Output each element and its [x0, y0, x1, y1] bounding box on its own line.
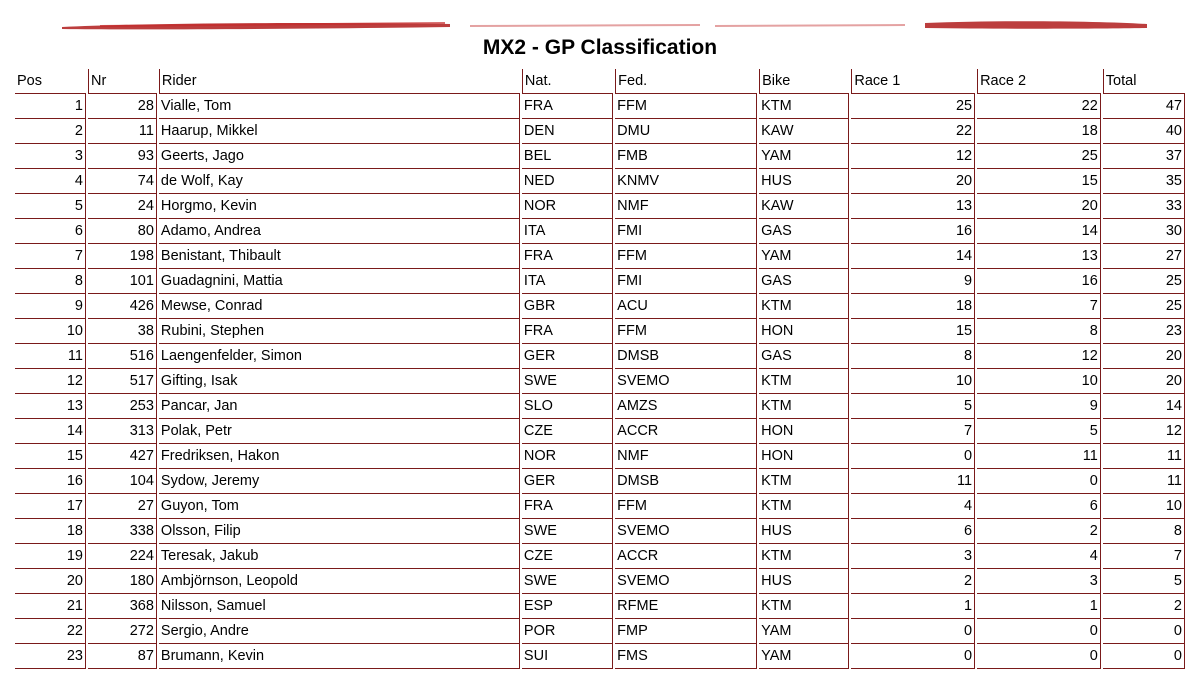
- cell-nat: GER: [522, 344, 613, 369]
- cell-nat: FRA: [522, 244, 613, 269]
- cell-race1: 0: [851, 444, 975, 469]
- table-row: [15, 594, 1185, 619]
- table-row: [15, 394, 1185, 419]
- cell-rider: Brumann, Kevin: [159, 644, 520, 669]
- cell-nr: 87: [88, 644, 157, 669]
- table-row: [15, 169, 1185, 194]
- cell-pos: 14: [15, 419, 86, 444]
- cell-total: 20: [1103, 369, 1185, 394]
- cell-race2: 22: [977, 94, 1101, 119]
- cell-race2: 25: [977, 144, 1101, 169]
- cell-race2: 6: [977, 494, 1101, 519]
- classification-table: [13, 69, 1187, 669]
- page-title: MX2 - GP Classification: [482, 36, 718, 59]
- cell-bike: HON: [759, 444, 849, 469]
- cell-total: 20: [1103, 344, 1185, 369]
- cell-nat: SUI: [522, 644, 613, 669]
- cell-bike: HON: [759, 419, 849, 444]
- table-row: [15, 244, 1185, 269]
- cell-bike: GAS: [759, 344, 849, 369]
- cell-pos: 17: [15, 494, 86, 519]
- cell-nat: FRA: [522, 494, 613, 519]
- cell-fed: AMZS: [615, 394, 757, 419]
- table-row: [15, 494, 1185, 519]
- column-header-race1: Race 1: [851, 69, 975, 94]
- cell-nr: 24: [88, 194, 157, 219]
- cell-bike: KTM: [759, 494, 849, 519]
- cell-nat: SWE: [522, 369, 613, 394]
- cell-fed: DMU: [615, 119, 757, 144]
- cell-fed: NMF: [615, 444, 757, 469]
- cell-nat: ESP: [522, 594, 613, 619]
- cell-nr: 80: [88, 219, 157, 244]
- cell-rider: de Wolf, Kay: [159, 169, 520, 194]
- cell-rider: Sydow, Jeremy: [159, 469, 520, 494]
- cell-fed: SVEMO: [615, 369, 757, 394]
- cell-race2: 3: [977, 569, 1101, 594]
- cell-nat: FRA: [522, 319, 613, 344]
- cell-pos: 18: [15, 519, 86, 544]
- cell-total: 25: [1103, 294, 1185, 319]
- cell-pos: 5: [15, 194, 86, 219]
- cell-nr: 224: [88, 544, 157, 569]
- column-header-nat: Nat.: [522, 69, 613, 94]
- table-row: [15, 444, 1185, 469]
- cell-nr: 180: [88, 569, 157, 594]
- cell-fed: FMI: [615, 219, 757, 244]
- cell-pos: 21: [15, 594, 86, 619]
- cell-fed: RFME: [615, 594, 757, 619]
- cell-nat: FRA: [522, 94, 613, 119]
- cell-pos: 4: [15, 169, 86, 194]
- cell-total: 25: [1103, 269, 1185, 294]
- cell-race1: 9: [851, 269, 975, 294]
- column-header-pos: Pos: [15, 69, 86, 94]
- cell-bike: KTM: [759, 394, 849, 419]
- cell-pos: 3: [15, 144, 86, 169]
- cell-rider: Guyon, Tom: [159, 494, 520, 519]
- cell-nr: 27: [88, 494, 157, 519]
- cell-pos: 13: [15, 394, 86, 419]
- cell-bike: HON: [759, 319, 849, 344]
- cell-bike: KTM: [759, 369, 849, 394]
- cell-bike: YAM: [759, 144, 849, 169]
- cell-pos: 23: [15, 644, 86, 669]
- cell-pos: 7: [15, 244, 86, 269]
- cell-race2: 14: [977, 219, 1101, 244]
- column-header-total: Total: [1103, 69, 1185, 94]
- table-row: [15, 344, 1185, 369]
- table-row: [15, 544, 1185, 569]
- cell-race1: 0: [851, 619, 975, 644]
- cell-bike: YAM: [759, 244, 849, 269]
- cell-pos: 10: [15, 319, 86, 344]
- cell-race1: 20: [851, 169, 975, 194]
- cell-nat: GBR: [522, 294, 613, 319]
- table-row: [15, 644, 1185, 669]
- cell-nr: 104: [88, 469, 157, 494]
- cell-race2: 10: [977, 369, 1101, 394]
- cell-pos: 2: [15, 119, 86, 144]
- table-row: [15, 369, 1185, 394]
- cell-total: 10: [1103, 494, 1185, 519]
- cell-bike: KAW: [759, 194, 849, 219]
- cell-race1: 11: [851, 469, 975, 494]
- cell-total: 27: [1103, 244, 1185, 269]
- cell-nr: 74: [88, 169, 157, 194]
- cell-race2: 13: [977, 244, 1101, 269]
- column-header-race2: Race 2: [977, 69, 1101, 94]
- cell-race2: 20: [977, 194, 1101, 219]
- cell-bike: HUS: [759, 519, 849, 544]
- cell-nat: DEN: [522, 119, 613, 144]
- cell-fed: FFM: [615, 94, 757, 119]
- cell-race1: 1: [851, 594, 975, 619]
- cell-race2: 0: [977, 619, 1101, 644]
- cell-race2: 5: [977, 419, 1101, 444]
- cell-race2: 9: [977, 394, 1101, 419]
- cell-nat: ITA: [522, 269, 613, 294]
- cell-fed: SVEMO: [615, 519, 757, 544]
- column-header-bike: Bike: [759, 69, 849, 94]
- cell-race1: 10: [851, 369, 975, 394]
- cell-race1: 12: [851, 144, 975, 169]
- cell-rider: Haarup, Mikkel: [159, 119, 520, 144]
- cell-nr: 517: [88, 369, 157, 394]
- cell-nr: 28: [88, 94, 157, 119]
- cell-pos: 1: [15, 94, 86, 119]
- cell-nr: 198: [88, 244, 157, 269]
- cell-rider: Adamo, Andrea: [159, 219, 520, 244]
- table-row: [15, 144, 1185, 169]
- cell-fed: ACCR: [615, 419, 757, 444]
- cell-rider: Benistant, Thibault: [159, 244, 520, 269]
- cell-rider: Polak, Petr: [159, 419, 520, 444]
- cell-race1: 14: [851, 244, 975, 269]
- cell-nr: 368: [88, 594, 157, 619]
- cell-bike: HUS: [759, 169, 849, 194]
- cell-total: 7: [1103, 544, 1185, 569]
- table-row: [15, 469, 1185, 494]
- cell-total: 2: [1103, 594, 1185, 619]
- cell-bike: KTM: [759, 469, 849, 494]
- table-row: [15, 519, 1185, 544]
- cell-fed: FFM: [615, 244, 757, 269]
- table-header-row: [15, 69, 1185, 94]
- cell-total: 33: [1103, 194, 1185, 219]
- cell-pos: 9: [15, 294, 86, 319]
- cell-nr: 38: [88, 319, 157, 344]
- cell-race1: 8: [851, 344, 975, 369]
- cell-rider: Gifting, Isak: [159, 369, 520, 394]
- cell-race2: 4: [977, 544, 1101, 569]
- cell-bike: KTM: [759, 544, 849, 569]
- cell-rider: Fredriksen, Hakon: [159, 444, 520, 469]
- cell-race2: 7: [977, 294, 1101, 319]
- cell-race1: 2: [851, 569, 975, 594]
- cell-race1: 6: [851, 519, 975, 544]
- cell-fed: KNMV: [615, 169, 757, 194]
- cell-rider: Horgmo, Kevin: [159, 194, 520, 219]
- cell-race1: 22: [851, 119, 975, 144]
- cell-race2: 0: [977, 644, 1101, 669]
- cell-nat: SWE: [522, 519, 613, 544]
- cell-pos: 8: [15, 269, 86, 294]
- cell-total: 14: [1103, 394, 1185, 419]
- cell-race1: 3: [851, 544, 975, 569]
- cell-nat: CZE: [522, 544, 613, 569]
- column-header-rider: Rider: [159, 69, 520, 94]
- cell-total: 12: [1103, 419, 1185, 444]
- cell-bike: KTM: [759, 594, 849, 619]
- cell-pos: 11: [15, 344, 86, 369]
- cell-total: 11: [1103, 469, 1185, 494]
- cell-rider: Teresak, Jakub: [159, 544, 520, 569]
- cell-race2: 12: [977, 344, 1101, 369]
- cell-total: 5: [1103, 569, 1185, 594]
- cell-fed: SVEMO: [615, 569, 757, 594]
- cell-race2: 8: [977, 319, 1101, 344]
- cell-rider: Vialle, Tom: [159, 94, 520, 119]
- cell-bike: GAS: [759, 219, 849, 244]
- cell-fed: ACCR: [615, 544, 757, 569]
- cell-race2: 1: [977, 594, 1101, 619]
- cell-fed: FMS: [615, 644, 757, 669]
- cell-total: 11: [1103, 444, 1185, 469]
- cell-nr: 93: [88, 144, 157, 169]
- cell-race1: 15: [851, 319, 975, 344]
- cell-total: 35: [1103, 169, 1185, 194]
- cell-nat: GER: [522, 469, 613, 494]
- cell-rider: Laengenfelder, Simon: [159, 344, 520, 369]
- cell-nr: 313: [88, 419, 157, 444]
- cell-race2: 0: [977, 469, 1101, 494]
- cell-nat: NOR: [522, 444, 613, 469]
- cell-rider: Guadagnini, Mattia: [159, 269, 520, 294]
- cell-race1: 7: [851, 419, 975, 444]
- cell-nat: BEL: [522, 144, 613, 169]
- cell-rider: Olsson, Filip: [159, 519, 520, 544]
- table-row: [15, 194, 1185, 219]
- cell-total: 23: [1103, 319, 1185, 344]
- cell-race1: 0: [851, 644, 975, 669]
- column-header-nr: Nr: [88, 69, 157, 94]
- cell-nat: CZE: [522, 419, 613, 444]
- cell-pos: 19: [15, 544, 86, 569]
- cell-race2: 15: [977, 169, 1101, 194]
- cell-rider: Geerts, Jago: [159, 144, 520, 169]
- cell-fed: FFM: [615, 319, 757, 344]
- cell-nat: POR: [522, 619, 613, 644]
- table-body: [15, 94, 1185, 669]
- cell-fed: FMP: [615, 619, 757, 644]
- cell-rider: Nilsson, Samuel: [159, 594, 520, 619]
- table-row: [15, 219, 1185, 244]
- cell-race1: 16: [851, 219, 975, 244]
- cell-rider: Ambjörnson, Leopold: [159, 569, 520, 594]
- cell-bike: KTM: [759, 94, 849, 119]
- cell-bike: YAM: [759, 644, 849, 669]
- cell-fed: NMF: [615, 194, 757, 219]
- cell-race2: 2: [977, 519, 1101, 544]
- table-row: [15, 619, 1185, 644]
- cell-nat: NED: [522, 169, 613, 194]
- cell-race1: 18: [851, 294, 975, 319]
- cell-bike: YAM: [759, 619, 849, 644]
- cell-race1: 13: [851, 194, 975, 219]
- cell-total: 37: [1103, 144, 1185, 169]
- cell-rider: Sergio, Andre: [159, 619, 520, 644]
- cell-fed: FFM: [615, 494, 757, 519]
- cell-nr: 516: [88, 344, 157, 369]
- cell-bike: HUS: [759, 569, 849, 594]
- cell-fed: DMSB: [615, 344, 757, 369]
- table-row: [15, 294, 1185, 319]
- cell-nr: 338: [88, 519, 157, 544]
- cell-nr: 272: [88, 619, 157, 644]
- table-row: [15, 94, 1185, 119]
- cell-nat: ITA: [522, 219, 613, 244]
- cell-pos: 15: [15, 444, 86, 469]
- cell-fed: FMB: [615, 144, 757, 169]
- cell-rider: Mewse, Conrad: [159, 294, 520, 319]
- cell-total: 8: [1103, 519, 1185, 544]
- cell-pos: 22: [15, 619, 86, 644]
- cell-total: 47: [1103, 94, 1185, 119]
- cell-bike: KTM: [759, 294, 849, 319]
- cell-pos: 12: [15, 369, 86, 394]
- cell-nat: SLO: [522, 394, 613, 419]
- cell-nr: 426: [88, 294, 157, 319]
- cell-fed: FMI: [615, 269, 757, 294]
- table-row: [15, 569, 1185, 594]
- cell-nat: SWE: [522, 569, 613, 594]
- cell-total: 30: [1103, 219, 1185, 244]
- cell-nr: 253: [88, 394, 157, 419]
- cell-bike: GAS: [759, 269, 849, 294]
- cell-total: 40: [1103, 119, 1185, 144]
- cell-fed: DMSB: [615, 469, 757, 494]
- column-header-fed: Fed.: [615, 69, 757, 94]
- table-row: [15, 319, 1185, 344]
- cell-nat: NOR: [522, 194, 613, 219]
- cell-race2: 16: [977, 269, 1101, 294]
- cell-race2: 18: [977, 119, 1101, 144]
- cell-race1: 4: [851, 494, 975, 519]
- table-row: [15, 419, 1185, 444]
- cell-nr: 427: [88, 444, 157, 469]
- cell-race2: 11: [977, 444, 1101, 469]
- table-row: [15, 119, 1185, 144]
- cell-nr: 11: [88, 119, 157, 144]
- cell-total: 0: [1103, 644, 1185, 669]
- cell-total: 0: [1103, 619, 1185, 644]
- cell-bike: KAW: [759, 119, 849, 144]
- cell-pos: 20: [15, 569, 86, 594]
- cell-rider: Rubini, Stephen: [159, 319, 520, 344]
- cell-rider: Pancar, Jan: [159, 394, 520, 419]
- table-row: [15, 269, 1185, 294]
- cell-fed: ACU: [615, 294, 757, 319]
- cell-pos: 6: [15, 219, 86, 244]
- cell-pos: 16: [15, 469, 86, 494]
- cell-race1: 25: [851, 94, 975, 119]
- cell-nr: 101: [88, 269, 157, 294]
- cell-race1: 5: [851, 394, 975, 419]
